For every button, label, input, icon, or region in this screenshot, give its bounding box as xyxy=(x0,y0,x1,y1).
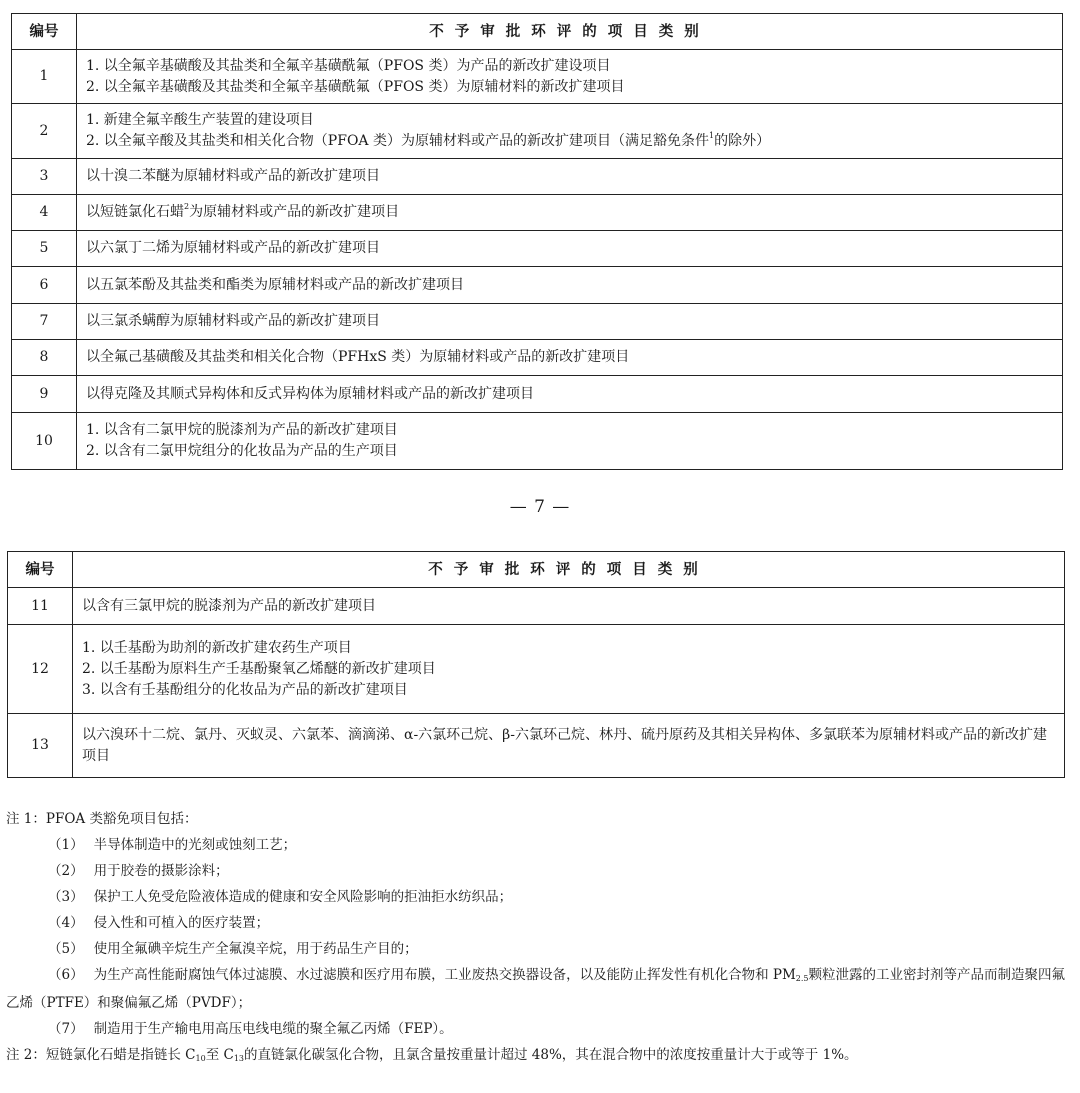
row-number: 13 xyxy=(8,714,73,778)
row-number: 7 xyxy=(12,304,77,340)
table-row xyxy=(12,231,1063,267)
item-text: 用于胶卷的摄影涂料； xyxy=(93,863,229,879)
footnote-ref: 1 xyxy=(708,131,715,140)
note-2-text: 注 2：短链氯化石蜡是指链长 C xyxy=(6,1047,196,1063)
row-text: 以六溴环十二烷、氯丹、灭蚁灵、六氯苯、滴滴涕、α-六氯环己烷、β-六氯环己烷、林丹、硫丹原药及其相关异构体、多氯联苯为原辅材料或产品的新改扩建项目 xyxy=(82,726,1048,764)
note-2 xyxy=(6,1042,1072,1070)
row-description xyxy=(77,104,1063,159)
notes xyxy=(6,806,1072,1070)
row-line-text: 的除外） xyxy=(714,133,771,149)
item-marker: （5） xyxy=(48,941,84,957)
row-line: 1. 以全氟辛基磺酸及其盐类和全氟辛基磺酰氟（PFOS 类）为产品的新改扩建设项目 xyxy=(86,57,611,74)
note-1-item xyxy=(6,962,1072,1016)
row-description xyxy=(77,413,1063,470)
note-2-text: 的直链氯化碳氢化合物，且氯含量按重量计超过 48%，其在混合物中的浓度按重量计大于或等于 1%。 xyxy=(244,1047,858,1063)
row-description xyxy=(73,714,1065,778)
row-description xyxy=(77,50,1063,104)
table-row xyxy=(12,413,1063,470)
page-number: — 7 — xyxy=(509,497,571,517)
item-text: 制造用于生产输电用高压电线电缆的聚全氟乙丙烯（FEP）。 xyxy=(93,1021,453,1037)
row-description: 以十溴二苯醚为原辅材料或产品的新改扩建项目 xyxy=(77,159,1063,195)
note-1-item xyxy=(6,936,1072,962)
row-number: 1 xyxy=(12,50,77,104)
item-marker: （1） xyxy=(48,837,84,853)
item-text: 保护工人免受危险液体造成的健康和安全风险影响的拒油拒水纺织品； xyxy=(93,889,513,905)
note-1-item xyxy=(6,1016,1072,1042)
table-row xyxy=(8,714,1065,778)
row-text: 以短链氯化石蜡 xyxy=(86,204,184,220)
row-line xyxy=(86,131,1054,152)
row-number: 2 xyxy=(12,104,77,159)
row-number: 9 xyxy=(12,376,77,413)
note-1-item xyxy=(6,858,1072,884)
row-number: 3 xyxy=(12,159,77,195)
row-text: 为原辅材料或产品的新改扩建项目 xyxy=(189,204,400,220)
item-marker: （4） xyxy=(48,915,84,931)
item-text: 侵入性和可植入的医疗装置； xyxy=(93,915,270,931)
row-line: 2. 以全氟辛基磺酸及其盐类和全氟辛基磺酰氟（PFOS 类）为原辅材料的新改扩建项目 xyxy=(86,78,625,95)
row-description: 以全氟己基磺酸及其盐类和相关化合物（PFHxS 类）为原辅材料或产品的新改扩建项目 xyxy=(77,340,1063,376)
row-description xyxy=(77,195,1063,231)
note-1-item xyxy=(6,884,1072,910)
row-number: 11 xyxy=(8,588,73,625)
row-number: 4 xyxy=(12,195,77,231)
item-marker: （2） xyxy=(48,863,84,879)
table-row xyxy=(12,104,1063,159)
note-1-item xyxy=(6,910,1072,936)
table-row xyxy=(8,625,1065,714)
row-number: 8 xyxy=(12,340,77,376)
row-number: 12 xyxy=(8,625,73,714)
row-description: 以得克隆及其顺式异构体和反式异构体为原辅材料或产品的新改扩建项目 xyxy=(77,376,1063,413)
subscript: 13 xyxy=(233,1054,245,1063)
row-line: 1. 以含有二氯甲烷的脱漆剂为产品的新改扩建项目 xyxy=(86,422,398,438)
item-marker: （6） xyxy=(48,967,84,983)
row-line: 2. 以含有二氯甲烷组分的化妆品为产品的生产项目 xyxy=(86,443,398,459)
table-header-row xyxy=(8,552,1065,588)
header-category: 不予审批环评的项目类别 xyxy=(77,14,1063,50)
row-number: 10 xyxy=(12,413,77,470)
row-description xyxy=(73,625,1065,714)
table-row xyxy=(12,195,1063,231)
header-number: 编号 xyxy=(8,552,73,588)
row-line: 1. 以壬基酚为助剂的新改扩建农药生产项目 xyxy=(82,639,352,656)
table-2 xyxy=(7,551,1065,778)
item-marker: （7） xyxy=(48,1021,84,1037)
header-number: 编号 xyxy=(12,14,77,50)
item-text: 半导体制造中的光刻或蚀刻工艺； xyxy=(93,837,297,853)
subscript: 2.5 xyxy=(795,974,809,983)
row-description: 以五氯苯酚及其盐类和酯类为原辅材料或产品的新改扩建项目 xyxy=(77,267,1063,304)
table-row xyxy=(12,267,1063,304)
footnote-ref: 2 xyxy=(184,202,190,211)
row-number: 5 xyxy=(12,231,77,267)
table-row xyxy=(12,304,1063,340)
row-description: 以三氯杀螨醇为原辅材料或产品的新改扩建项目 xyxy=(77,304,1063,340)
note-1-item xyxy=(6,832,1072,858)
header-category: 不予审批环评的项目类别 xyxy=(73,552,1065,588)
row-line: 2. 以壬基酚为原料生产壬基酚聚氧乙烯醚的新改扩建项目 xyxy=(82,660,436,677)
item-text: 颗粒泄露的工业密封剂等产品而制造聚四氟乙烯（PTFE）和聚偏氟乙烯（PVDF）； xyxy=(6,967,1066,1011)
subscript: 10 xyxy=(195,1054,206,1063)
table-row xyxy=(12,50,1063,104)
note-2-text: 至 C xyxy=(205,1047,234,1063)
row-line: 3. 以含有壬基酚组分的化妆品为产品的新改扩建项目 xyxy=(82,681,408,698)
table-row xyxy=(12,376,1063,413)
table-row xyxy=(12,159,1063,195)
row-line-text: 2. 以全氟辛酸及其盐类和相关化合物（PFOA 类）为原辅材料或产品的新改扩建项目（满足豁免条件 xyxy=(86,133,709,149)
table-header-row xyxy=(12,14,1063,50)
row-description: 以含有三氯甲烷的脱漆剂为产品的新改扩建项目 xyxy=(73,588,1065,625)
row-line: 1. 新建全氟辛酸生产装置的建设项目 xyxy=(86,112,314,128)
table-1 xyxy=(11,13,1063,470)
item-marker: （3） xyxy=(48,889,84,905)
table-row xyxy=(12,340,1063,376)
item-text: 为生产高性能耐腐蚀气体过滤膜、水过滤膜和医疗用布膜，工业废热交换器设备，以及能防止挥发性有机化合物和 PM xyxy=(93,967,796,983)
item-text: 使用全氟碘辛烷生产全氟溴辛烷，用于药品生产目的； xyxy=(93,941,418,957)
row-number: 6 xyxy=(12,267,77,304)
note-1-title: 注 1：PFOA 类豁免项目包括： xyxy=(6,811,198,827)
row-description: 以六氯丁二烯为原辅材料或产品的新改扩建项目 xyxy=(77,231,1063,267)
table-row xyxy=(8,588,1065,625)
